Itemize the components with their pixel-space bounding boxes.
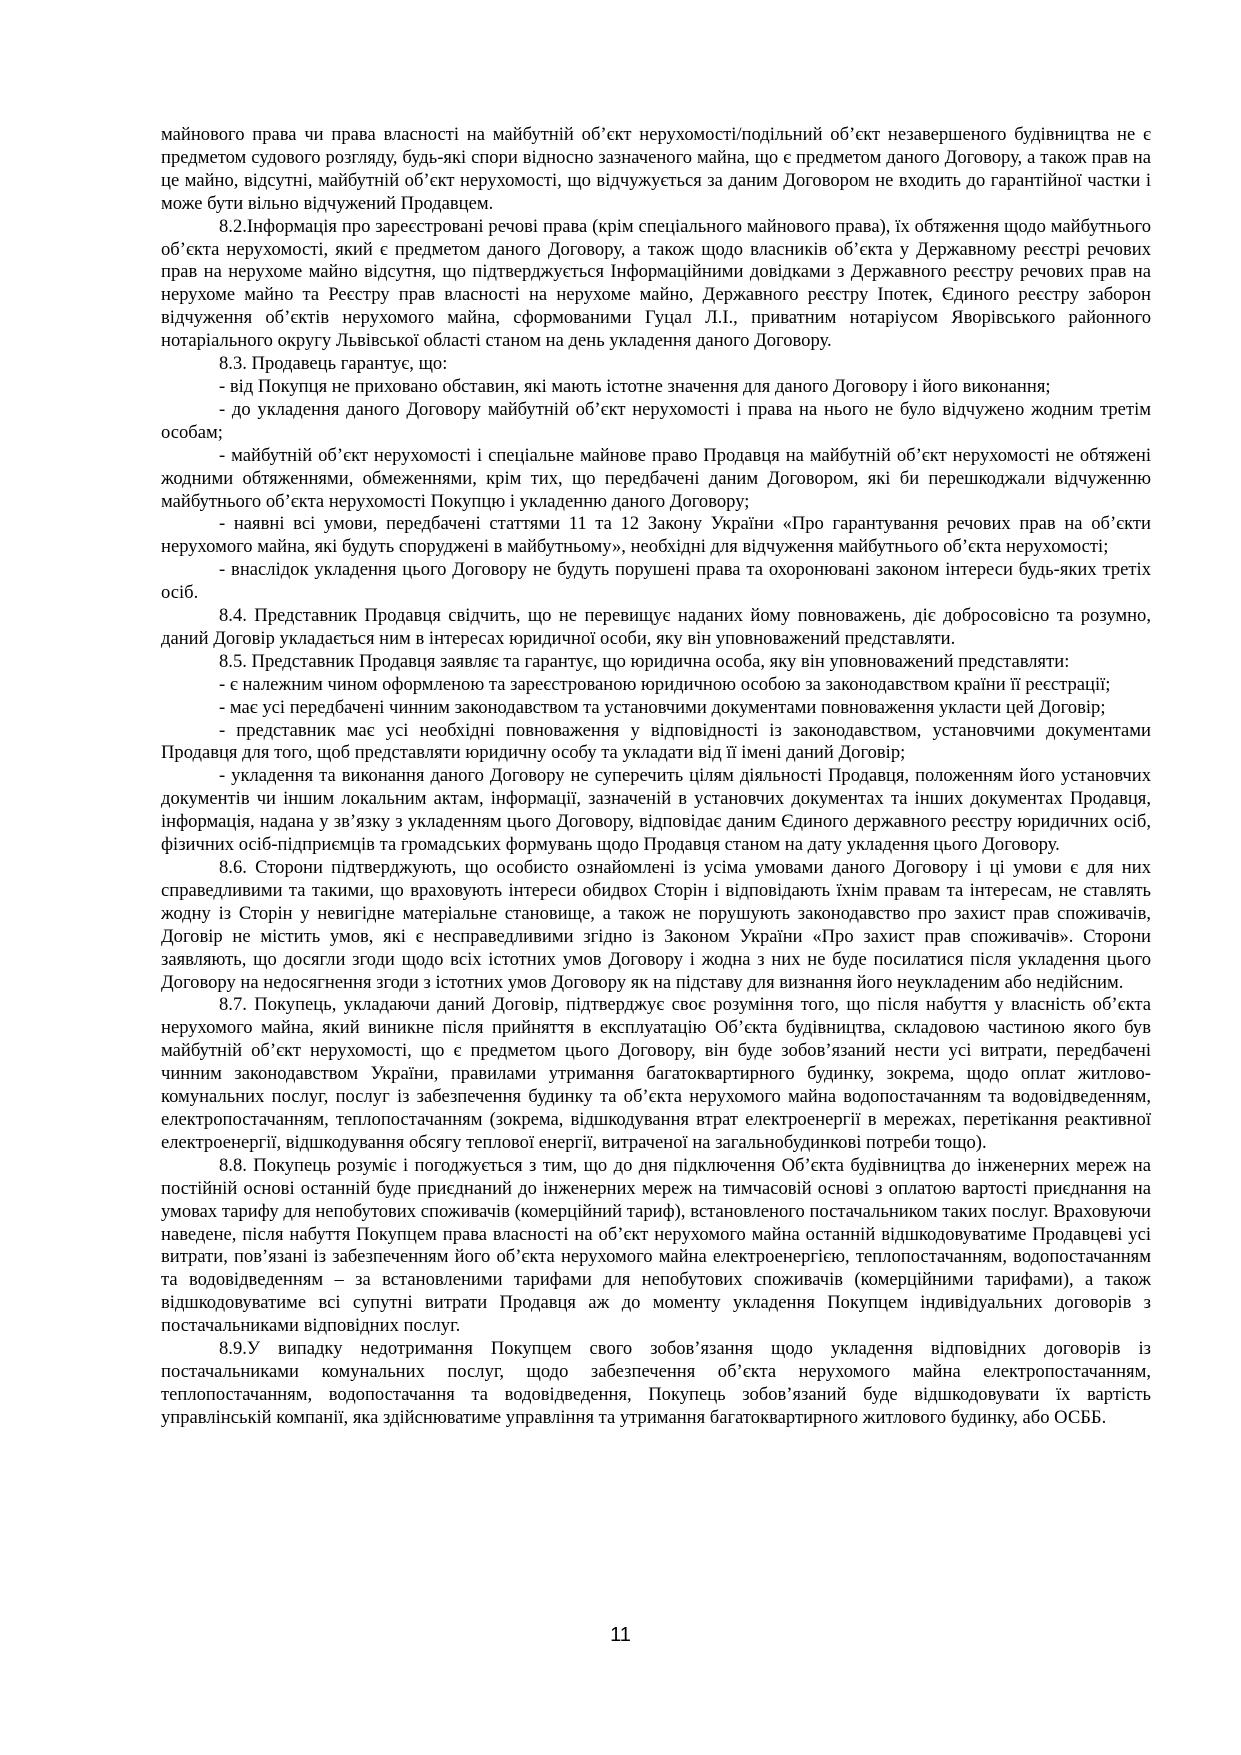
list-item-8-5-2: - має усі передбачені чинним законодавством та установчими документами повноваження укласти цей Договір; [219, 696, 1106, 718]
list-item-8-3-2: - до укладення даного Договору майбутній об’єкт нерухомості і права на нього не було відчужено жодним третім особам; [161, 398, 1151, 443]
paragraph-8-7: 8.7. Покупець, укладаючи даний Договір, підтверджує своє розуміння того, що після набуття у власність об’єкта нерухомого майна, який виникне після прийняття в експлуатацію Об’єкта будівництва, складовою частиною якого був майбутній об’єкт нерухомості, що є предметом цього Договору, він буде зобов’язаний нести усі витрати, передбачені чинним законодавством України, правилами утримання багатоквартирного будинку, зокрема, щодо оплат житлово-комунальних послуг, послуг із забезпечення будинку та об’єкта нерухомого майна водопостачанням та водовідведенням, електропостачанням, теплопостачанням (зокрема, відшкодування втрат електроенергії в мережах, перетікання реактивної електроенергії, відшкодування обсягу теплової енергії, витраченої на загальнобудинкові потреби тощо). [161, 994, 1151, 1153]
list-item-8-3-3: - майбутній об’єкт нерухомості і спеціальне майнове право Продавця на майбутній об’єкт нерухомості не обтяжені жодними обтяженнями, обмеженнями, крім тих, що передбачені даним Договором, які би перешкоджали відчуженню майбутнього об’єкта нерухомості Покупцю і укладенню даного Договору; [161, 444, 1151, 512]
page-number: 11 [610, 1624, 631, 1646]
paragraph-8-6: 8.6. Сторони підтверджують, що особисто ознайомлені із усіма умовами даного Договору і ці умови є для них справедливими та такими, що враховують інтереси обидвох Сторін і відповідають їхнім правам та інтересам, не ставлять жодну із Сторін у невигідне матеріальне становище, а також не порушують законодавство про захист прав споживачів, Договір не містить умов, які є несправедливими згідно із Законом України «Про захист прав споживачів». Сторони заявляють, що досягли згоди щодо всіх істотних умов Договору і жодна з них не буде посилатися після укладення цього Договору на недосягнення згоди з істотних умов Договору як на підставу для визнання його неукладеним або недійсним. [161, 857, 1151, 993]
paragraph-8-5: 8.5. Представник Продавця заявляє та гарантує, що юридична особа, яку він уповноважений представляти: [219, 650, 1070, 672]
document-body [161, 124, 1151, 1430]
paragraph-continuation: майнового права чи права власності на майбутній об’єкт нерухомості/подільний об’єкт незавершеного будівництва не є предметом судового розгляду, будь-які спори відносно зазначеного майна, що є предметом даного Договору, а також прав на це майно, відсутні, майбутній об’єкт нерухомості, що відчужується за даним Договором не входить до гарантійної частки і може бути вільно відчужений Продавцем. [161, 124, 1151, 214]
list-item-8-5-3: - представник має усі необхідні повноваження у відповідності із законодавством, установчими документами Продавця для того, щоб представляти юридичну особу та укладати від її імені даний Договір; [161, 719, 1151, 764]
list-item-8-5-1: - є належним чином оформленою та зареєстрованою юридичною особою за законодавством країни її реєстрації; [219, 673, 1111, 695]
list-item-8-3-4: - наявні всі умови, передбачені статтями 11 та 12 Закону України «Про гарантування речових прав на об’єкти нерухомого майна, які будуть споруджені в майбутньому», необхідні для відчуження майбутнього об’єкта нерухомості; [161, 513, 1151, 558]
list-item-8-3-5: - внаслідок укладення цього Договору не будуть порушені права та охоронювані законом інтереси будь-яких третіх осіб. [161, 559, 1151, 604]
paragraph-8-4: 8.4. Представник Продавця свідчить, що не перевищує наданих йому повноважень, діє добросовісно та розумно, даний Договір укладається ним в інтересах юридичної особи, яку він уповноважений представляти. [161, 605, 1151, 649]
paragraph-8-9: 8.9.У випадку недотримання Покупцем свого зобов’язання щодо укладення відповідних договорів із постачальниками комунальних послуг, щодо забезпечення об’єкта нерухомого майна електропостачанням, теплопостачанням, водопостачання та водовідведення, Покупець зобов’язаний буде відшкодовувати їх вартість управлінській компанії, яка здійснюватиме управління та утримання багатоквартирного житлового будинку, або ОСББ. [161, 1338, 1151, 1428]
paragraph-8-3: 8.3. Продавець гарантує, що: [219, 353, 448, 375]
list-item-8-3-1: - від Покупця не приховано обставин, які мають істотне значення для даного Договору і його виконання; [219, 375, 1051, 397]
list-item-8-5-4: - укладення та виконання даного Договору не суперечить цілям діяльності Продавця, положенням його установчих документів чи іншим локальним актам, інформації, зазначеній в установчих документах та інших документах Продавця, інформація, надана у зв’язку з укладенням цього Договору, відповідає даним Єдиного державного реєстру юридичних осіб, фізичних осіб-підприємців та громадських формувань щодо Продавця станом на дату укладення цього Договору. [161, 765, 1151, 856]
paragraph-8-2: 8.2.Інформація про зареєстровані речові права (крім спеціального майнового права), їх обтяження щодо майбутнього об’єкта нерухомості, який є предметом даного Договору, а також щодо власників об’єкта у Державному реєстрі речових прав на нерухоме майно відсутня, що підтверджується Інформаційними довідками з Державного реєстру речових прав на нерухоме майно та Реєстру прав власності на нерухоме майно, Державного реєстру Іпотек, Єдиного реєстру заборон відчуження об’єктів нерухомого майна, сформованими Гуцал Л.І., приватним нотаріусом Яворівського районного нотаріального округу Львівської області станом на день укладення даного Договору. [161, 215, 1151, 352]
paragraph-8-8: 8.8. Покупець розуміє і погоджується з тим, що до дня підключення Об’єкта будівництва до інженерних мереж на постійній основі останній буде приєднаний до інженерних мереж на тимчасовій основі з оплатою вартості приєднання на умовах тарифу для непобутових споживачів (комерційний тариф), встановленого постачальником таких послуг. Враховуючи наведене, після набуття Покупцем права власності на об’єкт нерухомого майна останній відшкодовуватиме Продавцеві усі витрати, пов’язані із забезпеченням його об’єкта нерухомого майна електроенергією, теплопостачанням, водопостачанням та водовідведенням – за встановленими тарифами для непобутових споживачів (комерційними тарифами), а також відшкодовуватиме всі супутні витрати Продавця аж до моменту укладення Покупцем індивідуальних договорів з постачальниками відповідних послуг. [161, 1154, 1151, 1337]
